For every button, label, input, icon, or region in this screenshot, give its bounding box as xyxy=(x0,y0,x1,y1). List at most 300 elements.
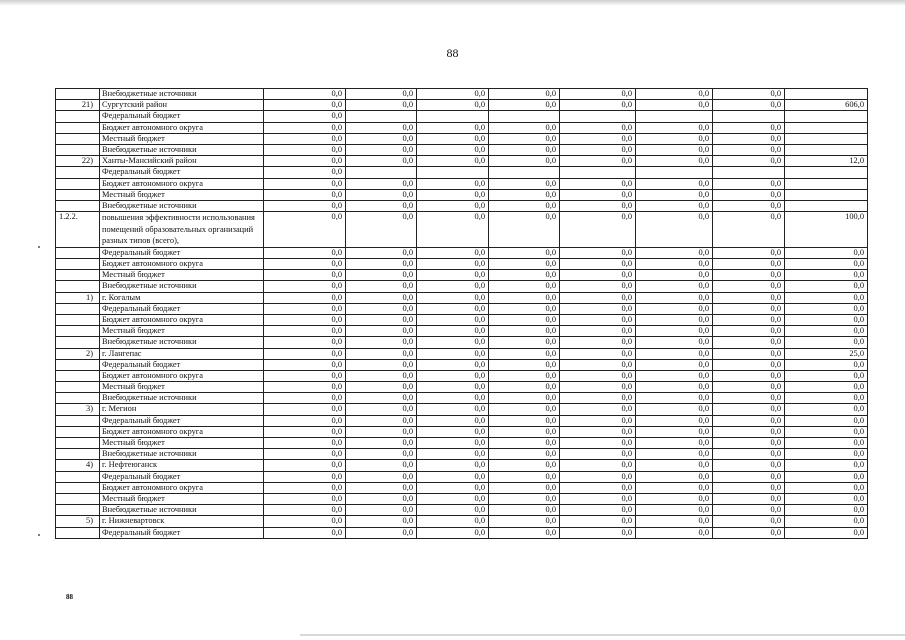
value-cell: 0,0 xyxy=(489,303,560,314)
value-cell: 0,0 xyxy=(560,415,636,426)
value-cell: 0,0 xyxy=(636,471,713,482)
value-cell: 0,0 xyxy=(560,156,636,167)
table-row xyxy=(56,449,868,460)
value-cell: 0,0 xyxy=(264,314,346,325)
value-cell xyxy=(713,167,785,178)
value-cell: 0,0 xyxy=(636,259,713,270)
table-row xyxy=(56,337,868,348)
value-cell: 0,0 xyxy=(560,270,636,281)
row-label: г. Нижневартовск xyxy=(100,516,264,527)
value-cell: 0,0 xyxy=(346,337,417,348)
scan-speck xyxy=(38,534,40,536)
row-code: 3) xyxy=(56,404,100,415)
row-code: 4) xyxy=(56,460,100,471)
value-cell: 0,0 xyxy=(264,348,346,359)
value-cell: 0,0 xyxy=(785,314,868,325)
value-cell: 0,0 xyxy=(417,303,489,314)
table-row xyxy=(56,156,868,167)
value-cell: 0,0 xyxy=(713,303,785,314)
value-cell: 0,0 xyxy=(560,393,636,404)
value-cell: 0,0 xyxy=(636,281,713,292)
row-label: Бюджет автономного округа xyxy=(100,482,264,493)
value-cell: 0,0 xyxy=(713,189,785,200)
value-cell: 0,0 xyxy=(785,404,868,415)
value-cell: 0,0 xyxy=(264,111,346,122)
value-cell: 0,0 xyxy=(560,370,636,381)
value-cell: 0,0 xyxy=(264,426,346,437)
value-cell: 0,0 xyxy=(636,460,713,471)
value-cell: 0,0 xyxy=(264,404,346,415)
budget-table-body xyxy=(56,89,868,539)
value-cell: 0,0 xyxy=(489,348,560,359)
value-cell: 0,0 xyxy=(636,122,713,133)
value-cell: 0,0 xyxy=(489,516,560,527)
value-cell: 0,0 xyxy=(346,404,417,415)
value-cell: 0,0 xyxy=(489,144,560,155)
value-cell: 0,0 xyxy=(489,122,560,133)
value-cell: 0,0 xyxy=(560,178,636,189)
value-cell: 0,0 xyxy=(489,189,560,200)
value-cell: 0,0 xyxy=(636,247,713,258)
row-code xyxy=(56,89,100,100)
value-cell: 0,0 xyxy=(417,281,489,292)
value-cell: 0,0 xyxy=(346,314,417,325)
value-cell: 0,0 xyxy=(264,122,346,133)
value-cell: 0,0 xyxy=(560,281,636,292)
value-cell: 0,0 xyxy=(417,348,489,359)
value-cell: 0,0 xyxy=(713,337,785,348)
value-cell: 0,0 xyxy=(417,415,489,426)
value-cell: 0,0 xyxy=(636,314,713,325)
value-cell: 0,0 xyxy=(713,326,785,337)
value-cell: 0,0 xyxy=(560,122,636,133)
row-code xyxy=(56,111,100,122)
value-cell: 0,0 xyxy=(346,493,417,504)
footer-page-number: 88 xyxy=(66,593,73,601)
value-cell: 0,0 xyxy=(264,270,346,281)
value-cell: 0,0 xyxy=(417,370,489,381)
value-cell: 0,0 xyxy=(264,156,346,167)
row-label: Внебюджетные источники xyxy=(100,337,264,348)
value-cell: 0,0 xyxy=(417,393,489,404)
value-cell: 0,0 xyxy=(785,303,868,314)
value-cell: 0,0 xyxy=(636,505,713,516)
value-cell: 0,0 xyxy=(489,359,560,370)
value-cell: 0,0 xyxy=(636,303,713,314)
value-cell: 0,0 xyxy=(560,382,636,393)
value-cell: 0,0 xyxy=(785,337,868,348)
value-cell: 0,0 xyxy=(346,178,417,189)
value-cell: 0,0 xyxy=(489,314,560,325)
value-cell: 0,0 xyxy=(713,505,785,516)
value-cell: 12,0 xyxy=(785,156,868,167)
value-cell: 0,0 xyxy=(264,527,346,538)
value-cell: 0,0 xyxy=(489,404,560,415)
value-cell: 0,0 xyxy=(264,247,346,258)
value-cell: 0,0 xyxy=(636,482,713,493)
row-label: Местный бюджет xyxy=(100,270,264,281)
value-cell: 0,0 xyxy=(636,270,713,281)
value-cell: 0,0 xyxy=(489,460,560,471)
value-cell: 0,0 xyxy=(713,122,785,133)
value-cell: 0,0 xyxy=(417,144,489,155)
value-cell: 0,0 xyxy=(713,493,785,504)
value-cell: 0,0 xyxy=(560,426,636,437)
value-cell: 0,0 xyxy=(785,471,868,482)
value-cell: 0,0 xyxy=(346,438,417,449)
value-cell: 0,0 xyxy=(560,438,636,449)
value-cell: 0,0 xyxy=(713,281,785,292)
value-cell: 0,0 xyxy=(264,133,346,144)
table-row xyxy=(56,259,868,270)
value-cell: 0,0 xyxy=(417,438,489,449)
value-cell: 0,0 xyxy=(636,156,713,167)
table-row xyxy=(56,200,868,211)
value-cell: 0,0 xyxy=(713,460,785,471)
row-label: Бюджет автономного округа xyxy=(100,426,264,437)
value-cell: 0,0 xyxy=(346,270,417,281)
value-cell: 0,0 xyxy=(417,527,489,538)
scan-speck xyxy=(38,246,40,248)
value-cell: 0,0 xyxy=(785,527,868,538)
value-cell: 0,0 xyxy=(489,449,560,460)
value-cell: 0,0 xyxy=(417,133,489,144)
value-cell: 0,0 xyxy=(489,326,560,337)
row-code xyxy=(56,527,100,538)
value-cell: 0,0 xyxy=(489,270,560,281)
value-cell: 0,0 xyxy=(489,493,560,504)
table-row xyxy=(56,326,868,337)
value-cell: 0,0 xyxy=(560,189,636,200)
value-cell xyxy=(636,111,713,122)
value-cell: 0,0 xyxy=(346,189,417,200)
value-cell: 0,0 xyxy=(417,292,489,303)
row-label: Внебюджетные источники xyxy=(100,281,264,292)
row-code xyxy=(56,259,100,270)
row-code xyxy=(56,382,100,393)
value-cell: 0,0 xyxy=(785,370,868,381)
row-label: г. Лангепас xyxy=(100,348,264,359)
row-label: Федеральный бюджет xyxy=(100,527,264,538)
table-row xyxy=(56,438,868,449)
value-cell: 0,0 xyxy=(346,247,417,258)
row-code: 21) xyxy=(56,100,100,111)
value-cell: 0,0 xyxy=(346,292,417,303)
value-cell: 0,0 xyxy=(713,200,785,211)
table-row xyxy=(56,314,868,325)
row-label: Сургутский район xyxy=(100,100,264,111)
row-code xyxy=(56,493,100,504)
value-cell: 0,0 xyxy=(346,122,417,133)
row-code xyxy=(56,482,100,493)
row-code xyxy=(56,247,100,258)
value-cell: 0,0 xyxy=(713,247,785,258)
value-cell: 0,0 xyxy=(346,449,417,460)
table-row xyxy=(56,527,868,538)
row-label: Федеральный бюджет xyxy=(100,471,264,482)
value-cell: 0,0 xyxy=(346,505,417,516)
value-cell: 0,0 xyxy=(785,449,868,460)
value-cell: 0,0 xyxy=(489,482,560,493)
value-cell: 0,0 xyxy=(636,189,713,200)
value-cell: 0,0 xyxy=(636,527,713,538)
value-cell: 0,0 xyxy=(489,133,560,144)
value-cell: 0,0 xyxy=(560,460,636,471)
value-cell: 0,0 xyxy=(346,460,417,471)
row-label: Федеральный бюджет xyxy=(100,111,264,122)
row-label: Внебюджетные источники xyxy=(100,449,264,460)
value-cell: 0,0 xyxy=(489,382,560,393)
value-cell: 0,0 xyxy=(264,460,346,471)
row-code xyxy=(56,337,100,348)
row-code xyxy=(56,359,100,370)
row-label: г. Нефтеюганск xyxy=(100,460,264,471)
value-cell: 0,0 xyxy=(489,527,560,538)
value-cell: 0,0 xyxy=(560,348,636,359)
value-cell: 0,0 xyxy=(713,359,785,370)
value-cell xyxy=(785,200,868,211)
row-code xyxy=(56,426,100,437)
value-cell: 0,0 xyxy=(636,292,713,303)
row-label: Местный бюджет xyxy=(100,438,264,449)
value-cell xyxy=(785,133,868,144)
value-cell: 0,0 xyxy=(636,426,713,437)
value-cell: 0,0 xyxy=(560,89,636,100)
value-cell: 0,0 xyxy=(713,449,785,460)
value-cell: 0,0 xyxy=(713,133,785,144)
value-cell: 0,0 xyxy=(636,415,713,426)
value-cell: 0,0 xyxy=(489,393,560,404)
value-cell: 0,0 xyxy=(560,516,636,527)
row-label: повышения эффективности использования помещений образовательных организаций разных типов (всего), xyxy=(100,212,264,248)
row-code xyxy=(56,370,100,381)
value-cell: 0,0 xyxy=(785,247,868,258)
table-row xyxy=(56,189,868,200)
table-row xyxy=(56,516,868,527)
value-cell xyxy=(785,178,868,189)
value-cell: 0,0 xyxy=(560,303,636,314)
table-row xyxy=(56,89,868,100)
value-cell: 0,0 xyxy=(560,471,636,482)
row-label: Бюджет автономного округа xyxy=(100,370,264,381)
value-cell: 0,0 xyxy=(560,133,636,144)
value-cell: 0,0 xyxy=(785,393,868,404)
value-cell: 0,0 xyxy=(264,415,346,426)
value-cell: 0,0 xyxy=(713,415,785,426)
value-cell: 0,0 xyxy=(417,382,489,393)
value-cell xyxy=(346,111,417,122)
value-cell: 0,0 xyxy=(713,516,785,527)
table-row xyxy=(56,178,868,189)
table-row xyxy=(56,393,868,404)
value-cell: 0,0 xyxy=(713,259,785,270)
value-cell: 0,0 xyxy=(636,449,713,460)
row-label: Местный бюджет xyxy=(100,133,264,144)
value-cell: 0,0 xyxy=(713,426,785,437)
value-cell: 0,0 xyxy=(417,247,489,258)
value-cell: 0,0 xyxy=(489,178,560,189)
value-cell: 0,0 xyxy=(417,212,489,248)
value-cell: 0,0 xyxy=(636,493,713,504)
value-cell: 0,0 xyxy=(560,259,636,270)
table-row xyxy=(56,471,868,482)
row-code xyxy=(56,471,100,482)
value-cell: 0,0 xyxy=(785,415,868,426)
table-row xyxy=(56,359,868,370)
value-cell: 0,0 xyxy=(417,259,489,270)
value-cell xyxy=(785,122,868,133)
value-cell: 0,0 xyxy=(417,89,489,100)
row-label: Внебюджетные источники xyxy=(100,393,264,404)
value-cell: 0,0 xyxy=(264,370,346,381)
table-row xyxy=(56,281,868,292)
value-cell: 0,0 xyxy=(785,259,868,270)
value-cell: 0,0 xyxy=(489,100,560,111)
value-cell: 0,0 xyxy=(264,449,346,460)
value-cell: 0,0 xyxy=(785,493,868,504)
value-cell: 0,0 xyxy=(636,100,713,111)
value-cell: 0,0 xyxy=(560,314,636,325)
value-cell: 0,0 xyxy=(264,200,346,211)
row-label: Внебюджетные источники xyxy=(100,200,264,211)
value-cell: 0,0 xyxy=(636,438,713,449)
value-cell: 0,0 xyxy=(264,471,346,482)
value-cell xyxy=(713,111,785,122)
value-cell: 0,0 xyxy=(785,516,868,527)
value-cell xyxy=(346,167,417,178)
value-cell: 0,0 xyxy=(785,359,868,370)
value-cell: 0,0 xyxy=(489,156,560,167)
value-cell: 0,0 xyxy=(785,326,868,337)
table-row xyxy=(56,270,868,281)
value-cell: 0,0 xyxy=(264,505,346,516)
budget-table xyxy=(55,88,868,539)
value-cell: 0,0 xyxy=(713,482,785,493)
value-cell: 0,0 xyxy=(489,200,560,211)
table-row xyxy=(56,111,868,122)
table-row xyxy=(56,247,868,258)
value-cell: 0,0 xyxy=(560,527,636,538)
value-cell: 0,0 xyxy=(417,326,489,337)
value-cell: 0,0 xyxy=(264,189,346,200)
row-label: Федеральный бюджет xyxy=(100,247,264,258)
value-cell: 0,0 xyxy=(489,212,560,248)
value-cell: 0,0 xyxy=(417,100,489,111)
value-cell xyxy=(417,111,489,122)
value-cell: 0,0 xyxy=(713,404,785,415)
value-cell: 0,0 xyxy=(264,167,346,178)
value-cell: 0,0 xyxy=(417,156,489,167)
value-cell: 0,0 xyxy=(264,259,346,270)
value-cell: 0,0 xyxy=(417,337,489,348)
value-cell: 0,0 xyxy=(346,382,417,393)
value-cell: 0,0 xyxy=(785,482,868,493)
value-cell: 0,0 xyxy=(264,359,346,370)
value-cell: 0,0 xyxy=(346,144,417,155)
value-cell: 0,0 xyxy=(489,505,560,516)
value-cell xyxy=(785,167,868,178)
value-cell: 0,0 xyxy=(346,393,417,404)
value-cell: 100,0 xyxy=(785,212,868,248)
value-cell: 0,0 xyxy=(264,493,346,504)
value-cell: 0,0 xyxy=(713,144,785,155)
row-code xyxy=(56,449,100,460)
value-cell: 0,0 xyxy=(636,393,713,404)
value-cell: 0,0 xyxy=(560,100,636,111)
table-row xyxy=(56,100,868,111)
value-cell: 0,0 xyxy=(489,438,560,449)
value-cell: 0,0 xyxy=(264,337,346,348)
value-cell: 0,0 xyxy=(560,200,636,211)
value-cell: 0,0 xyxy=(785,382,868,393)
value-cell: 0,0 xyxy=(713,270,785,281)
value-cell: 0,0 xyxy=(346,415,417,426)
value-cell: 0,0 xyxy=(636,382,713,393)
value-cell: 0,0 xyxy=(417,449,489,460)
row-code: 5) xyxy=(56,516,100,527)
value-cell: 0,0 xyxy=(346,527,417,538)
value-cell: 0,0 xyxy=(417,359,489,370)
value-cell: 0,0 xyxy=(713,382,785,393)
row-label: Внебюджетные источники xyxy=(100,144,264,155)
value-cell xyxy=(489,111,560,122)
value-cell: 0,0 xyxy=(346,516,417,527)
value-cell xyxy=(636,167,713,178)
value-cell: 0,0 xyxy=(417,482,489,493)
value-cell: 0,0 xyxy=(417,404,489,415)
row-code xyxy=(56,122,100,133)
value-cell: 0,0 xyxy=(346,259,417,270)
row-code xyxy=(56,270,100,281)
row-code xyxy=(56,167,100,178)
table-row xyxy=(56,482,868,493)
row-code xyxy=(56,189,100,200)
table-row xyxy=(56,133,868,144)
value-cell: 0,0 xyxy=(713,348,785,359)
row-code: 2) xyxy=(56,348,100,359)
value-cell: 0,0 xyxy=(560,359,636,370)
table-row xyxy=(56,493,868,504)
value-cell: 0,0 xyxy=(489,337,560,348)
table-row xyxy=(56,460,868,471)
table-row xyxy=(56,212,868,248)
value-cell: 0,0 xyxy=(489,247,560,258)
table-row xyxy=(56,370,868,381)
row-label: Федеральный бюджет xyxy=(100,303,264,314)
value-cell: 0,0 xyxy=(264,212,346,248)
value-cell: 0,0 xyxy=(346,471,417,482)
value-cell: 0,0 xyxy=(346,200,417,211)
value-cell: 0,0 xyxy=(417,493,489,504)
row-code xyxy=(56,144,100,155)
value-cell: 0,0 xyxy=(636,326,713,337)
value-cell: 0,0 xyxy=(636,337,713,348)
value-cell: 0,0 xyxy=(636,89,713,100)
row-code xyxy=(56,200,100,211)
value-cell: 0,0 xyxy=(560,337,636,348)
value-cell: 0,0 xyxy=(785,281,868,292)
scan-edge-bottom xyxy=(300,634,905,636)
value-cell: 0,0 xyxy=(346,426,417,437)
value-cell: 0,0 xyxy=(346,359,417,370)
value-cell: 0,0 xyxy=(636,212,713,248)
table-row xyxy=(56,404,868,415)
value-cell: 0,0 xyxy=(264,393,346,404)
table-row xyxy=(56,505,868,516)
value-cell: 0,0 xyxy=(264,482,346,493)
value-cell: 0,0 xyxy=(713,471,785,482)
value-cell xyxy=(560,111,636,122)
